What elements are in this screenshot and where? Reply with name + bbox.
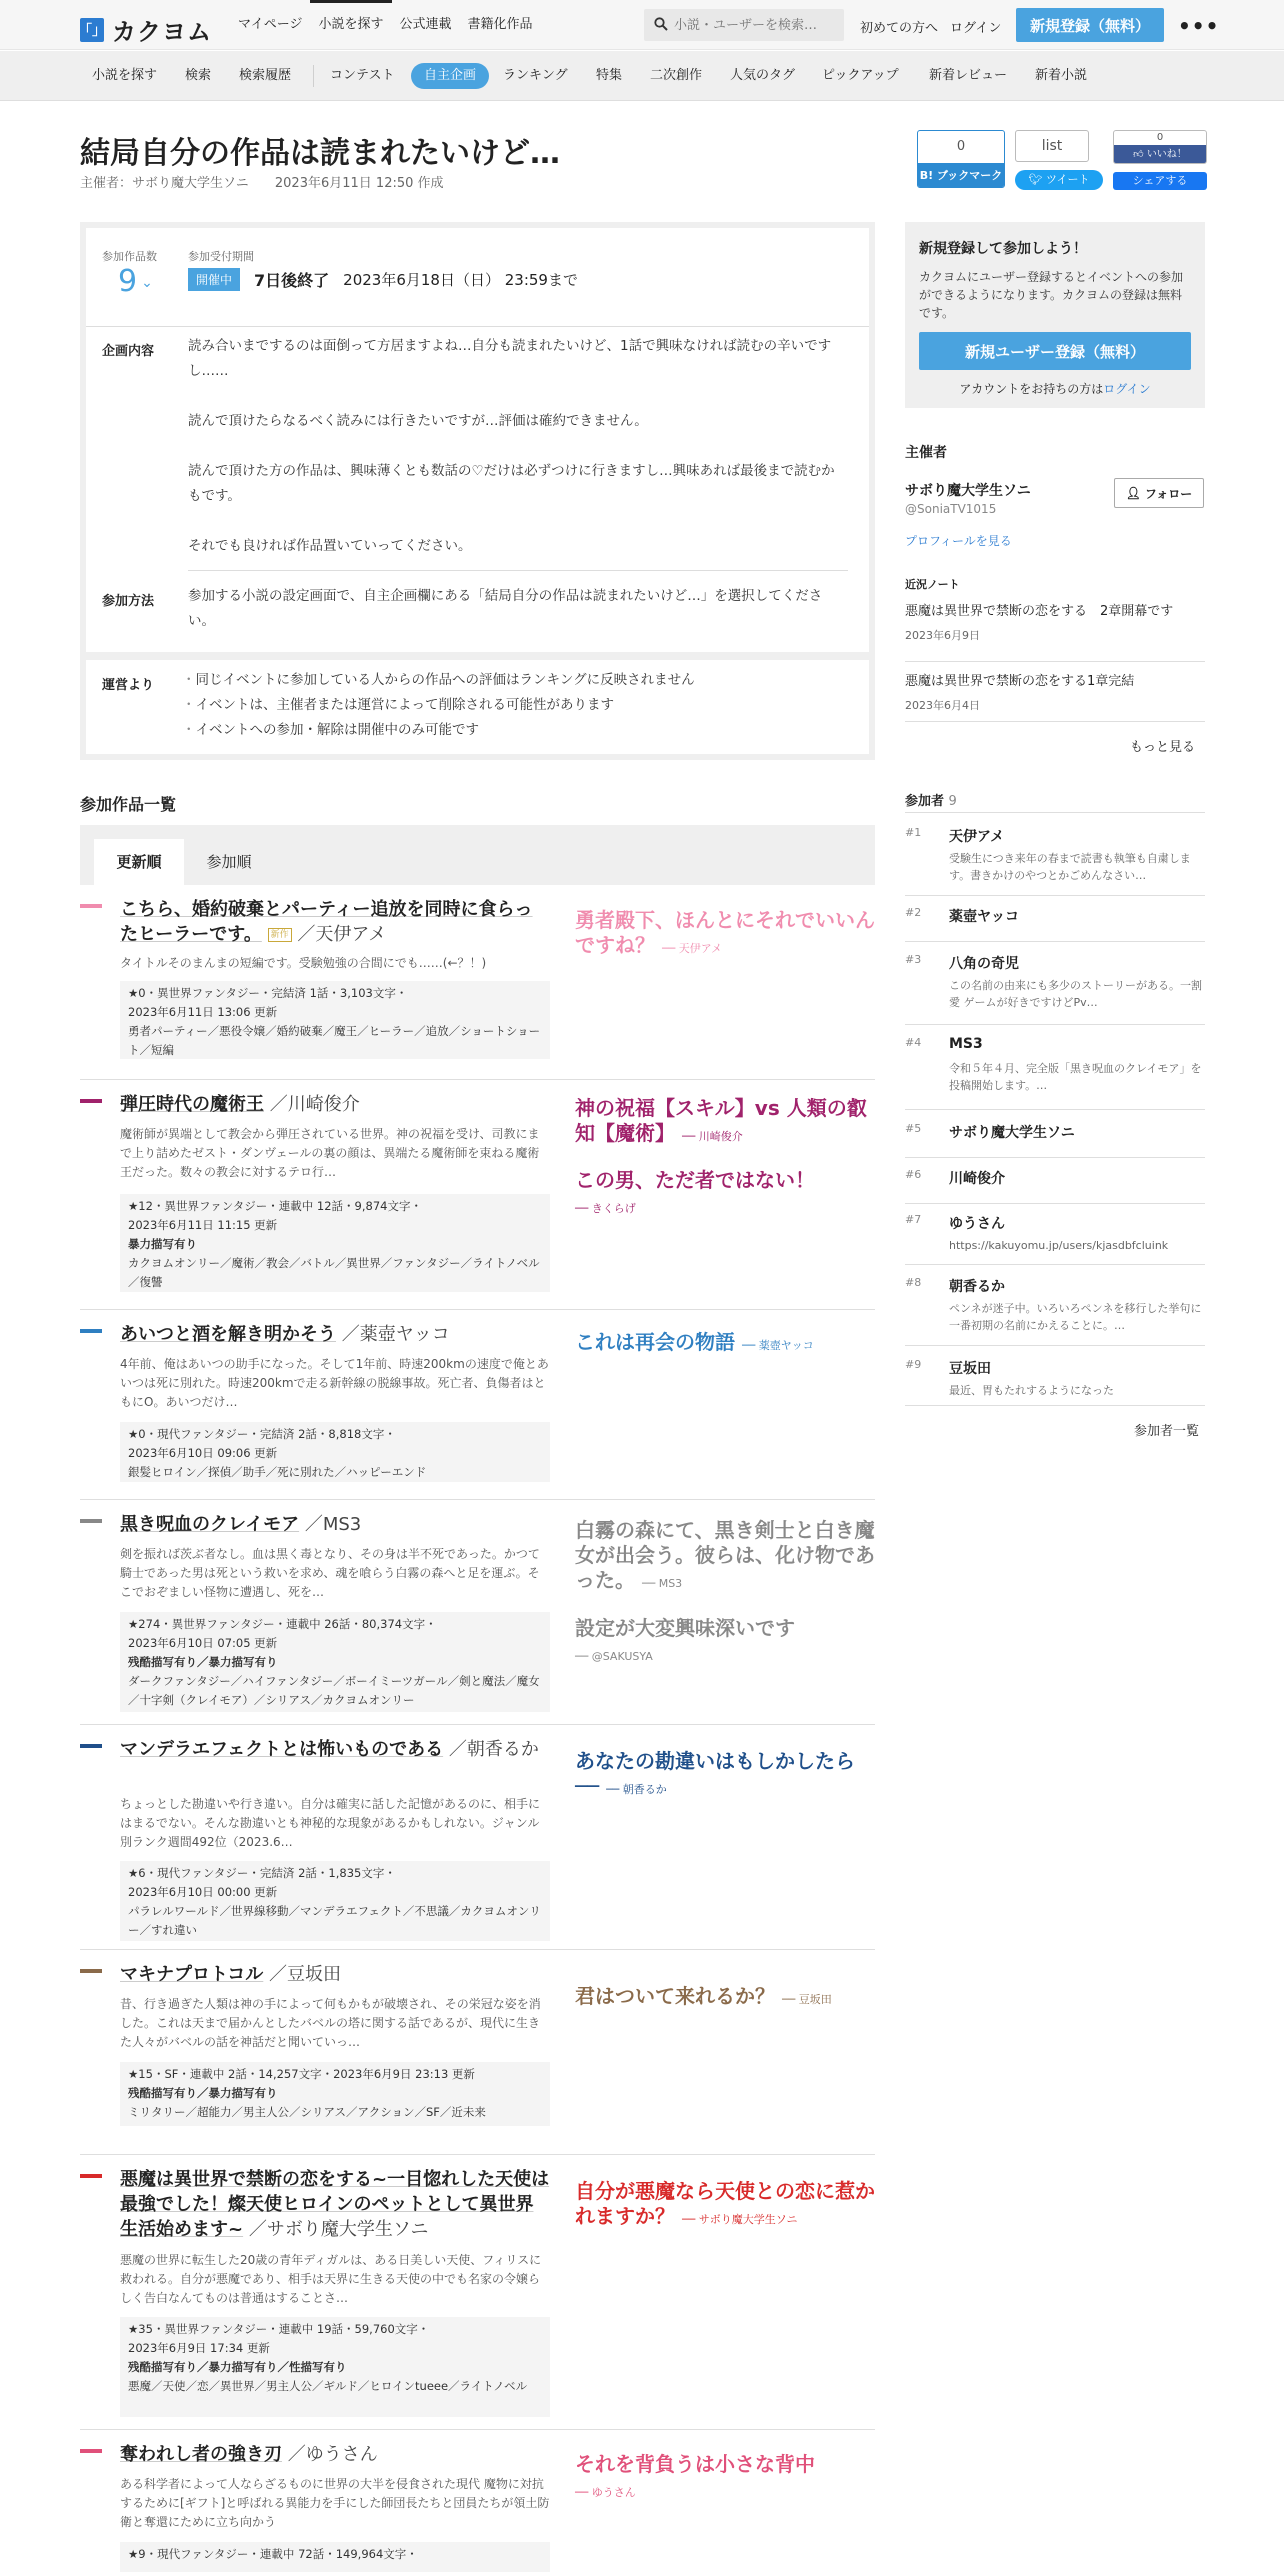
entry-stats: ★35・異世界ファンタジー・連載中 19話・59,760文字・: [128, 2322, 430, 2336]
period-row: [188, 268, 578, 291]
subnav-search[interactable]: 検索: [185, 68, 212, 83]
review-text: それを背負うは小さな背中: [575, 2452, 815, 2476]
facebook-like-button[interactable]: [1113, 130, 1207, 164]
entry-stats: ★0・現代ファンタジー・完結済 2話・8,818文字・: [128, 1427, 396, 1441]
participant-name: 豆坂田: [949, 1361, 991, 1377]
entry-title-text: あいつと酒を解き明かそう: [120, 1324, 336, 1345]
deadline: 2023年6月18日（日） 23:59まで: [343, 271, 578, 289]
review-author: ── 薬壺ヤッコ: [741, 1339, 814, 1352]
subnav-ranking[interactable]: ランキング: [503, 68, 568, 83]
thumbs-up-icon: 👍︎: [1133, 149, 1144, 160]
rule-item: ・ 同じイベントに参加している人からの作品への評価はランキングに反映されません: [182, 668, 852, 693]
bookmark-count: 0: [956, 139, 966, 154]
entry-intro: 悪魔の世界に転生した20歳の青年ディガルは、ある日美しい天使、フィリスに救われる。自分が悪魔であり、相手は天界に生きる天使の中でも名家の令嬢らしく告白なんてものは普通はすることさ…: [120, 2253, 542, 2305]
entry-intro: 剣を振れば茨ぶ者なし。血は黒く毒となり、その身は半不死であった。かつて騎士であった男は死という救いを求め、魂を喰らう白霧の森へと足を運ぶ。そこでおぞましい怪物に遭遇し、死を…: [120, 1547, 540, 1599]
more-menu-icon[interactable]: •••: [1178, 14, 1220, 38]
subnav-find[interactable]: 小説を探す: [92, 68, 158, 83]
participant-name: 天伊アメ: [949, 829, 1005, 845]
participants-more-link[interactable]: 参加者一覧: [1134, 1424, 1200, 1439]
review-catch[interactable]: [575, 1984, 875, 2012]
entry-color-bar: [80, 1099, 102, 1103]
entry-item: [80, 1725, 875, 1950]
entry-stats: ★15・SF・連載中 2話・14,257文字・2023年6月9日 23:13 更新: [128, 2067, 475, 2081]
rule-item: ・ イベントは、主催者または運営によって削除される可能性があります: [182, 693, 852, 718]
host-heading: 主催者: [905, 445, 947, 461]
participant-name: ゆうさん: [949, 1216, 1005, 1232]
bookmark-label: B! ブックマーク: [918, 163, 1004, 188]
follow-button[interactable]: [1114, 478, 1204, 508]
review-catch[interactable]: [575, 1096, 875, 1149]
participant-name: 八角の奇児: [949, 956, 1019, 972]
nav-books[interactable]: 書籍化作品: [467, 17, 533, 32]
participant-rank: #9: [905, 1358, 922, 1371]
signup-button[interactable]: 新規登録（無料）: [1016, 8, 1164, 42]
entry-info: [120, 2062, 550, 2126]
review-text: これは再会の物語: [575, 1330, 735, 1354]
review-author: ── 朝香るか: [606, 1783, 667, 1796]
tab-updated[interactable]: 更新順: [94, 839, 184, 885]
entry-info: [120, 1861, 550, 1941]
entry-color-bar: [80, 904, 102, 908]
rules-list: [182, 668, 852, 743]
chevron-down-icon: ⌄: [141, 274, 153, 291]
participant-desc: 最近、胃もたれするようになった: [949, 1384, 1114, 1397]
page-title: 結局自分の作品は読まれたいけど…: [80, 136, 560, 171]
entry-count-value: 9: [118, 264, 138, 299]
participant-rank: #2: [905, 906, 922, 919]
participant-rank: #6: [905, 1168, 922, 1181]
entry-author[interactable]: ／朝香るか: [448, 1739, 539, 1760]
tab-joined[interactable]: 参加順: [206, 853, 252, 871]
entry-tags[interactable]: 銀髪ヒロイン／探偵／助手／死に別れた／ハッピーエンド: [128, 1465, 427, 1479]
rules-label: 運営より: [102, 678, 155, 693]
participant-rank: #5: [905, 1122, 922, 1135]
entry-stats: ★6・現代ファンタジー・完結済 2話・1,835文字・: [128, 1866, 396, 1880]
participant-desc: 令和５年４月、完全版「黒き呪血のクレイモア」を投稿開始します。…: [949, 1062, 1202, 1092]
review-author: ── @SAKUSYA: [575, 1650, 653, 1663]
subnav-popular-tags[interactable]: 人気のタグ: [730, 68, 796, 83]
review-catch[interactable]: [575, 1616, 875, 1669]
participant-rank: #7: [905, 1213, 922, 1226]
entry-updated: 2023年6月11日 13:06 更新: [128, 1005, 278, 1019]
entry-updated: 2023年6月9日 17:34 更新: [128, 2341, 270, 2355]
entry-title-text: マキナプロトコル: [120, 1964, 264, 1985]
review-text: 神の祝福【スキル】vs 人類の叡知【魔術】: [575, 1096, 867, 1145]
participant-desc: 受験生につき来年の春まで読書も執筆も自粛します。書きかけのやつとかごめんなさい…: [949, 852, 1191, 882]
participants-heading: [905, 790, 957, 809]
entry-tags[interactable]: 悪魔／天使／恋／異世界／男主人公／ギルド／ヒロインtueee／ライトノベル: [128, 2379, 528, 2393]
entry-updated: 2023年6月11日 11:15 更新: [128, 1218, 278, 1232]
content-para: 読み合いまでするのは面倒って方居ますよね…自分も読まれたいけど、1話で興味なければ読むの辛いですし……: [188, 338, 832, 379]
participant-item[interactable]: [905, 953, 1205, 1025]
entry-tags[interactable]: ミリタリー／超能力／男主人公／シリアス／アクション／SF／近未来: [128, 2105, 486, 2119]
content-label: 企画内容: [102, 344, 155, 359]
participant-desc: ペンネが迷子中。いろいろペンネを移行した挙句に一番初期の名前にかえることに。…: [949, 1302, 1202, 1332]
logo-mark: 「」: [80, 18, 104, 42]
content-para: 読んで頂けたらなるべく読みには行きたいですが…評価は確約できません。: [188, 413, 648, 429]
participant-item[interactable]: [905, 1168, 1205, 1204]
host-id: @SoniaTV1015: [905, 502, 997, 516]
participant-rank: #1: [905, 826, 922, 839]
share-buttons: [917, 130, 1207, 200]
entry-intro: ちょっとした勘違いや行き違い。自分は確実に話した記憶があるのに、相手にはまるでない。そんな勘違いとも神秘的な現象があるかもしれない。ジャンル別ランク週間492位（2023.6…: [120, 1797, 541, 1849]
entry-item: [80, 1500, 875, 1725]
entry-count-label: 参加作品数: [102, 250, 157, 263]
entry-info: [120, 981, 550, 1059]
entry-info: [120, 1422, 550, 1482]
review-author: ── きくらげ: [575, 1202, 636, 1215]
review-author: ── 川崎俊介: [681, 1130, 743, 1143]
notes-more-link[interactable]: もっと見る: [1130, 740, 1196, 755]
top-header: [0, 0, 1284, 50]
nav-find-novels[interactable]: 小説を探す: [310, 0, 391, 50]
participant-item[interactable]: [905, 1276, 1205, 1346]
tweet-button[interactable]: [1015, 170, 1103, 190]
entry-color-bar: [80, 1519, 102, 1523]
subnav-divider: [313, 65, 314, 87]
review-text: 君はついて来れるか？: [575, 1984, 775, 2008]
entry-tags[interactable]: カクヨムオンリー／魔術／教会／バトル／異世界／ファンタジー／ライトノベル／復讐: [128, 1256, 540, 1289]
review-author: ── ゆうさん: [575, 2486, 636, 2499]
logo-text: カクヨム: [112, 18, 212, 46]
rule-item: ・ イベントへの参加・解除は開催中のみ可能です: [182, 718, 852, 743]
entry-title-text: 悪魔は異世界で禁断の恋をする~一目惚れした天使は最強でした！燦天使ヒロインのペットとして異世界生活始めます~: [120, 2169, 550, 2240]
entry-warnings: 残酷描写有り／暴力描写有り: [128, 2086, 278, 2100]
entry-info: [120, 1194, 550, 1292]
participants-count: 9: [948, 794, 957, 809]
divider: [86, 326, 869, 327]
review-text: あなたの勘違いはもしかしたら──: [575, 1749, 855, 1798]
participant-desc: この名前の由来にも多少のストーリーがある。一割愛 ゲームが好きですけどPv…: [949, 979, 1202, 1009]
entry-author[interactable]: ／天伊アメ: [297, 924, 387, 945]
method-text: 参加する小説の設定画面で、自主企画欄にある「結局自分の作品は読まれたいけど…」を選択してください。: [188, 588, 823, 629]
facebook-share-button[interactable]: シェアする: [1113, 172, 1207, 190]
entry-tags[interactable]: 勇者パーティー／悪役令嬢／婚約破棄／魔王／ヒーラー／追放／ショートショート／短編: [128, 1024, 541, 1057]
search-icon[interactable]: [654, 17, 668, 31]
subnav-contest[interactable]: コンテスト: [330, 68, 395, 83]
review-text: 白霧の森にて、黒き剣士と白き魔女が出会う。彼らは、化け物であった。: [575, 1518, 875, 1592]
review-author: ── サボり魔大学生ソニ: [681, 2213, 798, 2226]
entry-updated: 2023年6月10日 07:05 更新: [128, 1636, 278, 1650]
entry-stats: ★274・異世界ファンタジー・連載中 26話・80,374文字・: [128, 1617, 437, 1631]
note-date: 2023年6月9日: [905, 629, 980, 642]
entry-item: [80, 1950, 875, 2155]
entry-author[interactable]: ／ゆうさん: [287, 2444, 378, 2465]
nav-official[interactable]: 公式連載: [399, 17, 452, 32]
participant-rank: #4: [905, 1036, 922, 1049]
subnav-pickup[interactable]: ピックアップ: [822, 68, 899, 83]
participant-name: 朝香るか: [949, 1279, 1005, 1295]
review-catch[interactable]: [575, 2179, 875, 2232]
entry-item: [80, 1310, 875, 1500]
note-title: 悪魔は異世界で禁断の恋をする1章完結: [905, 674, 1135, 689]
entry-author[interactable]: ／豆坂田: [269, 1964, 342, 1985]
host-name[interactable]: サボり魔大学生ソニ: [905, 483, 1031, 499]
divider: [86, 652, 869, 660]
new-badge: 新作: [268, 928, 292, 942]
signup-side-button[interactable]: 新規ユーザー登録（無料）: [919, 332, 1191, 370]
entry-title-text: 黒き呪血のクレイモア: [120, 1514, 300, 1535]
participants-list: [905, 826, 1205, 1406]
notes-heading: 近況ノート: [905, 578, 960, 591]
entry-intro: タイトルそのまんまの短編です。受験勉強の合間にでも……(←？！): [120, 956, 487, 970]
review-catch[interactable]: [575, 1330, 875, 1358]
first-time-link[interactable]: 初めての方へ: [860, 21, 939, 36]
have-account-text: アカウントをお持ちの方は: [959, 382, 1104, 396]
review-catch[interactable]: [575, 1168, 875, 1221]
entry-author[interactable]: ／川崎俊介: [269, 1094, 360, 1115]
entry-color-bar: [80, 1969, 102, 1973]
participant-item[interactable]: [905, 826, 1205, 896]
entry-title-text: こちら、婚約破棄とパーティー追放を同時に食らったヒーラーです。: [120, 899, 533, 945]
status-badge: 開催中: [188, 268, 240, 291]
subnav-new-reviews[interactable]: 新着レビュー: [929, 68, 1008, 83]
list-button[interactable]: list: [1015, 130, 1089, 162]
review-catch[interactable]: [575, 1518, 875, 1596]
review-author: ── 天伊アメ: [661, 942, 723, 955]
entry-title[interactable]: [120, 1962, 550, 1987]
entry-warnings: 残酷描写有り／暴力描写有り: [128, 1655, 278, 1669]
content-para: それでも良ければ作品置いていってください。: [188, 538, 472, 554]
event-info-box: [80, 222, 875, 760]
method-label: 参加方法: [102, 594, 155, 609]
entry-title-text: 弾圧時代の魔術王: [120, 1094, 264, 1115]
subnav-features[interactable]: 特集: [596, 68, 623, 83]
hatena-bookmark-button[interactable]: [917, 130, 1005, 188]
login-link[interactable]: ログイン: [950, 21, 1002, 36]
subnav-fanfic[interactable]: 二次創作: [650, 68, 703, 83]
entry-intro: 4年前、俺はあいつの助手になった。そして1年前、時速200kmの速度で俺とあいつは死に別れた。時速200kmで走る新幹線の脱線事故。死亡者、負傷者はともにO。あいつだけ…: [120, 1357, 549, 1409]
review-catch[interactable]: [575, 908, 875, 961]
participant-name: 薬壺ヤッコ: [949, 909, 1019, 925]
entry-warnings: 残酷描写有り／暴力描写有り／性描写有り: [128, 2360, 347, 2374]
period-label: 参加受付期間: [188, 250, 254, 263]
entry-color-bar: [80, 1744, 102, 1748]
entry-intro: ある科学者によって人ならざるものに世界の大半を侵食された現代 魔物に対抗するために[ギフト]と呼ばれる異能力を手にした師団長たちと団員たちが領土防衛と奪還にために立ち向かう: [120, 2477, 550, 2529]
join-text: カクヨムにユーザー登録するとイベントへの参加ができるようになります。カクヨムの登録は無料です。: [919, 270, 1184, 320]
participant-rank: #3: [905, 953, 922, 966]
entry-updated: 2023年6月10日 00:00 更新: [128, 1885, 278, 1899]
participant-item[interactable]: [905, 906, 1205, 942]
subnav-history[interactable]: 検索履歴: [239, 68, 292, 83]
follow-label: フォロー: [1144, 486, 1193, 501]
add-user-icon: 👤︎: [1125, 486, 1141, 500]
entry-title[interactable]: [120, 1512, 550, 1537]
participant-item[interactable]: [905, 1036, 1205, 1110]
participant-item[interactable]: [905, 1122, 1205, 1158]
review-author: ── 豆坂田: [781, 1993, 832, 2006]
subnav-self-events[interactable]: 自主企画: [411, 63, 489, 89]
entry-item: [80, 2430, 875, 2568]
divider: [188, 570, 848, 571]
participant-name: MS3: [949, 1036, 983, 1052]
review-author: ── MS3: [641, 1577, 683, 1590]
entry-info: [120, 1612, 550, 1712]
like-count: 0: [1156, 132, 1164, 143]
entry-item: [80, 2155, 875, 2430]
join-heading: 新規登録して参加しよう！: [919, 241, 1087, 257]
subnav-new-novels[interactable]: 新着小説: [1035, 68, 1088, 83]
entry-count[interactable]: [118, 264, 153, 299]
entry-stats: ★9・現代ファンタジー・連載中 72話・149,964文字・: [128, 2547, 418, 2561]
entry-intro: 昔、行き過ぎた人類は神の手によって何もかもが破壊され、その栄冠な姿を消した。これは天まで届かんとしたバベルの塔に関する話であるが、現代に生きた人々がバベルの話を神話だと聞いていっ…: [120, 1997, 541, 2049]
twitter-bird-icon: 🐦︎: [1028, 173, 1043, 186]
entry-intro: 魔術師が異端として教会から弾圧されている世界。神の祝福を受け、司教にまで上り詰めたゼスト・ダンヴェールの裏の顔は、異端たる魔術師を束ねる魔術王だった。数々の教会に対するテロ行…: [120, 1127, 540, 1179]
entry-updated: 2023年6月10日 09:06 更新: [128, 1446, 278, 1460]
entry-title[interactable]: [120, 2442, 550, 2467]
entry-color-bar: [80, 2174, 102, 2178]
search-box: [644, 9, 844, 41]
entry-item: [80, 885, 875, 1080]
note-title: 悪魔は異世界で禁断の恋をする 2章開幕です: [905, 604, 1174, 619]
entry-title-text: マンデラエフェクトとは怖いものである: [120, 1739, 444, 1760]
entry-author[interactable]: ／MS3: [304, 1514, 362, 1535]
review-text: 自分が悪魔なら天使との恋に惹かれますか？: [575, 2179, 875, 2228]
review-text: この男、ただ者ではない！: [575, 1168, 815, 1192]
participant-name: サボり魔大学生ソニ: [949, 1125, 1075, 1141]
entry-item: [80, 1080, 875, 1310]
like-label: [1114, 145, 1206, 164]
participant-name: 川崎俊介: [949, 1171, 1005, 1187]
entry-info: [120, 2317, 550, 2417]
review-text: 設定が大変興味深いです: [575, 1616, 795, 1640]
note-item[interactable]: [905, 670, 1205, 722]
entry-title[interactable]: [120, 1092, 550, 1117]
event-info-inner: [86, 228, 869, 754]
remaining-days: 7日後終了: [254, 271, 330, 290]
entry-tags[interactable]: パラレルワールド／世界線移動／マンデラエフェクト／不思議／カクヨムオンリー／すれ違い: [128, 1904, 541, 1937]
entry-stats: ★12・異世界ファンタジー・連載中 12話・9,874文字・: [128, 1199, 422, 1213]
login-side-link[interactable]: ログイン: [1103, 382, 1151, 396]
participant-desc: https://kakuyomu.jp/users/kjasdbfcluink: [949, 1239, 1169, 1252]
logo[interactable]: [80, 12, 212, 47]
content-para: 読んで頂けた方の作品は、興味薄くとも数話の♡だけは必ずつけに行きますし…興味あれば最後まで読むかもです。: [188, 463, 835, 504]
entry-title[interactable]: [120, 897, 550, 947]
participant-item[interactable]: [905, 1358, 1205, 1406]
entry-color-bar: [80, 2449, 102, 2453]
divider: [905, 812, 1205, 813]
entries-tabs: [80, 825, 875, 885]
review-catch[interactable]: [575, 2452, 875, 2505]
event-meta: [80, 172, 466, 191]
profile-link[interactable]: プロフィールを見る: [905, 534, 1012, 548]
host-label: 主催者：サボり魔大学生ソニ: [80, 176, 249, 191]
tweet-label: ツイート: [1046, 173, 1090, 186]
search-input[interactable]: [674, 9, 840, 41]
entry-title[interactable]: [120, 2167, 550, 2242]
top-nav: [230, 0, 541, 50]
sub-nav: [0, 51, 1284, 101]
entry-author[interactable]: ／薬壺ヤッコ: [341, 1324, 450, 1345]
entry-author[interactable]: ／サボり魔大学生ソニ: [248, 2219, 429, 2240]
like-label-text: いいね！: [1146, 149, 1187, 160]
nav-mypage[interactable]: マイページ: [238, 17, 303, 32]
content-body: [188, 334, 848, 559]
review-catch[interactable]: [575, 1749, 875, 1802]
have-account: [919, 380, 1191, 397]
participant-rank: #8: [905, 1276, 922, 1289]
entry-color-bar: [80, 1329, 102, 1333]
entry-title[interactable]: [120, 1737, 550, 1762]
entries-heading: 参加作品一覧: [80, 795, 177, 814]
created-date: 2023年6月11日 12:50 作成: [274, 176, 444, 191]
join-box: [905, 222, 1205, 408]
note-date: 2023年6月4日: [905, 699, 980, 712]
entry-title-text: 奪われし者の強き刃: [120, 2444, 282, 2465]
note-item[interactable]: [905, 600, 1205, 662]
entry-stats: ★0・異世界ファンタジー・完結済 1話・3,103文字・: [128, 986, 408, 1000]
entry-warnings: 暴力描写有り: [128, 1237, 197, 1251]
participants-heading-text: 参加者: [905, 794, 945, 809]
review-text: 勇者殿下、ほんとにそれでいいんですね？: [575, 908, 875, 957]
participant-item[interactable]: [905, 1213, 1205, 1265]
entry-title[interactable]: [120, 1322, 550, 1347]
entry-tags[interactable]: ダークファンタジー／ハイファンタジー／ボーイミーツガール／剣と魔法／魔女／十字剣（クレイモア）／シリアス／カクヨムオンリー: [128, 1674, 540, 1707]
